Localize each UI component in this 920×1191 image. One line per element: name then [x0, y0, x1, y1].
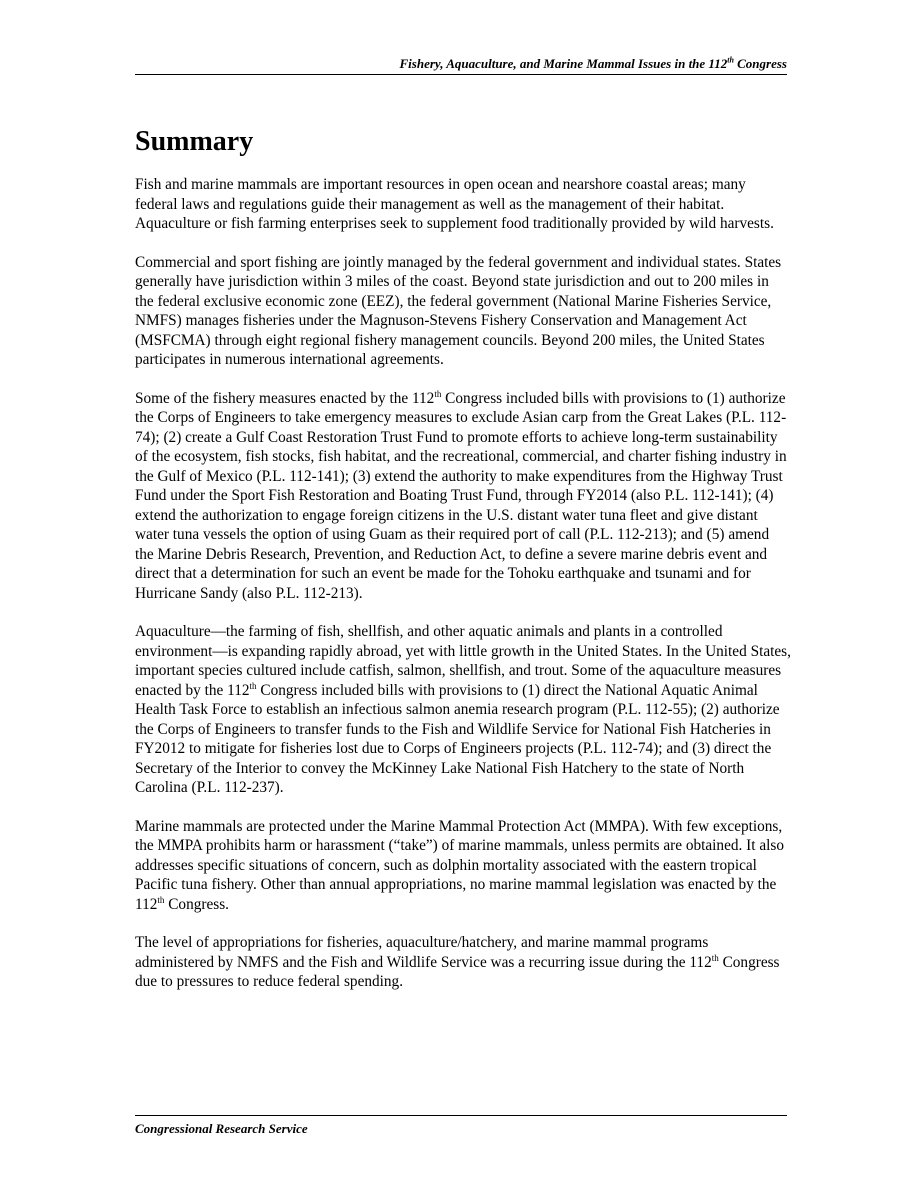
paragraph-aquaculture-sup: th	[249, 680, 257, 691]
paragraph-aquaculture	[135, 622, 791, 798]
paragraph-marine-mammals-part-b: Congress.	[164, 895, 229, 913]
paragraph-fishery-measures-part-b: Congress included bills with provisions to (1) authorize the Corps of Engineers to take emergency measures to exclude Asian carp from the Great Lakes (P.L. 112-74); (2) create a Gulf Coast Restoration Trust Fund to promote efforts to achieve long-term sustainability of the ecosystem, fish stocks, fish habitat, and the recreational, commercial, and charter fishing industry in the Gulf of Mexico (P.L. 112-141); (3) extend the authority to make expenditures from the Highway Trust Fund under the Sport Fish Restoration and Boating Trust Fund, through FY2014 (also P.L. 112-141); (4) extend the authorization to engage foreign citizens in the U.S. distant water tuna fleet and give distant water tuna vessels the option of using Guam as their required port of call (P.L. 112-213); and (5) amend the Marine Debris Research, Prevention, and Reduction Act, to define a severe marine debris event and direct that a determination for such an event be made for the Tohoku earthquake and tsunami and for Hurricane Sandy (also P.L. 112-213).	[135, 389, 787, 602]
paragraph-aquaculture-part-b: Congress included bills with provisions to (1) direct the National Aquatic Animal Health Task Force to establish an infectious salmon anemia research program (P.L. 112-55); (2) authorize the Corps of Engineers to transfer funds to the Fish and Wildlife Service for National Fish Hatcheries in FY2012 to mitigate for fisheries lost due to Corps of Engineers projects (P.L. 112-74); and (3) direct the Secretary of the Interior to convey the McKinney Lake National Fish Hatchery to the state of North Carolina (P.L. 112-237).	[135, 681, 780, 796]
paragraph-intro: Fish and marine mammals are important resources in open ocean and nearshore coastal areas; many federal laws and regulations guide their management as well as the management of their habitat. Aquaculture or fish farming enterprises seek to supplement food traditionally provided by wild harvests.	[135, 176, 774, 232]
paragraph-marine-mammals-sup: th	[157, 894, 165, 905]
paragraph-appropriations	[135, 933, 791, 992]
header-title-prefix: Fishery, Aquaculture, and Marine Mammal Issues in the 112	[399, 56, 728, 71]
paragraph-marine-mammals-part-a: Marine mammals are protected under the Marine Mammal Protection Act (MMPA). With few exceptions, the MMPA prohibits harm or harassment (“take”) of marine mammals, unless permits are obtained. It also addresses specific situations of concern, such as dolphin mortality associated with the eastern tropical Pacific tuna fishery. Other than annual appropriations, no marine mammal legislation was enacted by the 112	[135, 817, 784, 913]
running-header	[135, 56, 787, 75]
running-footer: Congressional Research Service	[135, 1115, 787, 1137]
paragraph-aquaculture-part-a: Aquaculture—the farming of fish, shellfish, and other aquatic animals and plants in a controlled environment—is expanding rapidly abroad, yet with little growth in the United States. In the United States, important species cultured include catfish, salmon, shellfish, and trout. Some of the aquaculture measures enacted by the 112	[135, 623, 791, 699]
summary-body	[135, 175, 791, 1011]
page-title: Summary	[135, 126, 254, 157]
header-title-sup: th	[727, 55, 734, 65]
paragraph-fishery-measures-part-a: Some of the fishery measures enacted by the 112	[135, 389, 435, 407]
paragraph-appropriations-part-b: Congress due to pressures to reduce federal spending.	[135, 953, 780, 990]
header-title-suffix: Congress	[733, 56, 787, 71]
paragraph-fishery-measures-sup: th	[434, 388, 442, 399]
paragraph-appropriations-part-a: The level of appropriations for fisheries, aquaculture/hatchery, and marine mammal programs administered by NMFS and the Fish and Wildlife Service was a recurring issue during the 112	[135, 934, 712, 971]
paragraph-marine-mammals	[135, 817, 791, 915]
paragraph-fishing-management: Commercial and sport fishing are jointly managed by the federal government and individual states. States generally have jurisdiction within 3 miles of the coast. Beyond state jurisdiction and out to 200 miles in the federal exclusive economic zone (EEZ), the federal government (National Marine Fisheries Service, NMFS) manages fisheries under the Magnuson-Stevens Fishery Conservation and Management Act (MSFCMA) through eight regional fishery management councils. Beyond 200 miles, the United States participates in numerous international agreements.	[135, 253, 782, 368]
paragraph-fishery-measures	[135, 389, 791, 604]
paragraph-appropriations-sup: th	[711, 952, 719, 963]
